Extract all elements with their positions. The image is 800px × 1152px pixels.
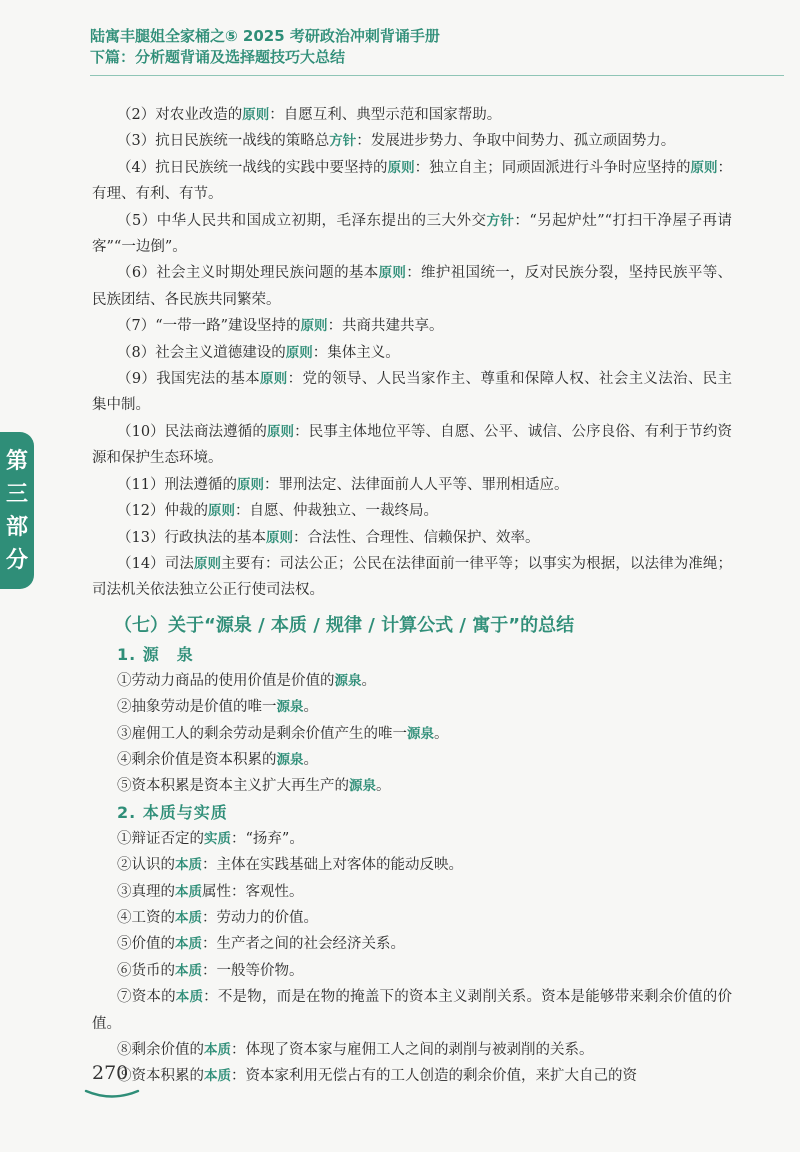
page-body (92, 102, 732, 1090)
keyword: 本质 (175, 883, 202, 900)
section-heading: （七）关于“源泉 / 本质 / 规律 / 计算公式 / 寓于”的总结 (114, 614, 575, 636)
sources-list (92, 668, 732, 800)
list-item: （7）“一带一路”建设坚持的原则：共商共建共享。 (117, 318, 444, 335)
keyword: 原则 (265, 529, 293, 546)
list-item: ④剩余价值是资本积累的源泉。 (117, 751, 318, 768)
keyword: 原则 (242, 107, 270, 123)
side-tab-char: 第 (5, 448, 28, 474)
keyword: 原则 (266, 423, 295, 440)
list-item: ③雇佣工人的剩余劳动是剩余价值产生的唯一源泉。 (117, 725, 449, 742)
principles-list (92, 102, 732, 604)
subsection-heading-essence: 2. 本质与实质 (117, 802, 228, 822)
list-item: ⑥货币的本质：一般等价物。 (117, 962, 304, 979)
list-item: （13）行政执法的基本原则：合法性、合理性、信赖保护、效率。 (117, 529, 540, 546)
keyword: 原则 (387, 159, 415, 176)
header-divider (90, 75, 784, 76)
keyword: 原则 (207, 503, 235, 520)
keyword: 源泉 (349, 778, 376, 795)
page-number: 270 (92, 1062, 129, 1084)
list-item: ⑤资本积累是资本主义扩大再生产的源泉。 (117, 778, 391, 795)
running-header (90, 26, 760, 68)
list-item: ④工资的本质：劳动力的价值。 (117, 909, 318, 926)
keyword: 本质 (175, 909, 202, 926)
keyword: 源泉 (276, 751, 304, 768)
list-item: （3）抗日民族统一战线的策略总方针：发展进步势力、争取中间势力、孤立顽固势力。 (117, 133, 676, 150)
keyword: 源泉 (276, 699, 304, 716)
side-tab-char: 三 (5, 481, 28, 507)
keyword: 源泉 (334, 672, 362, 689)
keyword: 本质 (175, 962, 202, 979)
list-item: （11）刑法遵循的原则：罪刑法定、法律面前人人平等、罪刑相适应。 (117, 476, 569, 493)
part-title: 下篇：分析题背诵及选择题技巧大总结 (90, 48, 346, 66)
list-item: ②认识的本质：主体在实践基础上对客体的能动反映。 (117, 857, 463, 874)
keyword: 原则 (259, 371, 288, 388)
list-item: （6）社会主义时期处理民族问题的基本原则：维护祖国统一，反对民族分裂，坚持民族平等、民族团结、各民族共同繁荣。 (92, 265, 733, 308)
keyword: 方针 (329, 133, 357, 150)
list-item: （10）民法商法遵循的原则：民事主体地位平等、自愿、公平、诚信、公序良俗、有利于节约资源和保护生态环境。 (92, 423, 733, 467)
list-item: （2）对农业改造的原则：自愿互利、典型示范和国家帮助。 (117, 107, 502, 123)
part-side-tab (0, 432, 34, 589)
list-item: （9）我国宪法的基本原则：党的领导、人民当家作主、尊重和保障人权、社会主义法治、民主集中制。 (92, 371, 733, 414)
keyword: 本质 (204, 1068, 231, 1085)
keyword: 原则 (285, 344, 313, 361)
keyword: 源泉 (407, 725, 434, 742)
list-item: ①辩证否定的实质：“扬弃”。 (117, 830, 304, 847)
list-item: ⑨资本积累的本质：资本家利用无偿占有的工人创造的剩余价值，来扩大自己的资 (117, 1068, 637, 1085)
keyword: 原则 (193, 555, 222, 572)
keyword: 方针 (486, 212, 515, 229)
essences-list (92, 826, 732, 1090)
keyword: 本质 (175, 936, 202, 953)
keyword: 原则 (236, 476, 264, 493)
keyword: 原则 (378, 265, 407, 282)
list-item: （4）抗日民族统一战线的实践中要坚持的原则：独立自主；同顽固派进行斗争时应坚持的原则：有理、有利、有节。 (92, 159, 733, 203)
list-item: ⑧剩余价值的本质：体现了资本家与雇佣工人之间的剥削与被剥削的关系。 (117, 1042, 594, 1058)
keyword: 本质 (175, 989, 204, 1006)
list-item: （8）社会主义道德建设的原则：集体主义。 (117, 344, 400, 361)
list-item: ②抽象劳动是价值的唯一源泉。 (117, 699, 318, 716)
book-title: 陆寓丰腿姐全家桶之⑤ 2025 考研政治冲刺背诵手册 (90, 27, 440, 45)
list-item: （5）中华人民共和国成立初期，毛泽东提出的三大外交方针：“另起炉灶”“打扫干净屋子再请客”“一边倒”。 (92, 212, 732, 256)
list-item: ③真理的本质属性：客观性。 (117, 883, 304, 900)
page-number-swoosh (84, 1088, 140, 1100)
list-item: ①劳动力商品的使用价值是价值的源泉。 (117, 672, 376, 689)
keyword: 实质 (204, 830, 231, 847)
subsection-heading-source: 1. 源 泉 (117, 644, 194, 664)
list-item: （14）司法原则主要有：司法公正；公民在法律面前一律平等；以事实为根据，以法律为准绳；司法机关依法独立公正行使司法权。 (92, 555, 733, 599)
side-tab-char: 分 (5, 547, 28, 573)
side-tab-char: 部 (5, 514, 28, 540)
list-item: ⑦资本的本质：不是物，而是在物的掩盖下的资本主义剥削关系。资本是能够带来剩余价值的价值。 (92, 989, 732, 1032)
keyword: 原则 (690, 159, 718, 176)
keyword: 原则 (300, 318, 328, 335)
list-item: （12）仲裁的原则：自愿、仲裁独立、一裁终局。 (117, 503, 438, 520)
list-item: ⑤价值的本质：生产者之间的社会经济关系。 (117, 936, 405, 953)
keyword: 本质 (175, 857, 202, 874)
keyword: 本质 (204, 1042, 231, 1058)
